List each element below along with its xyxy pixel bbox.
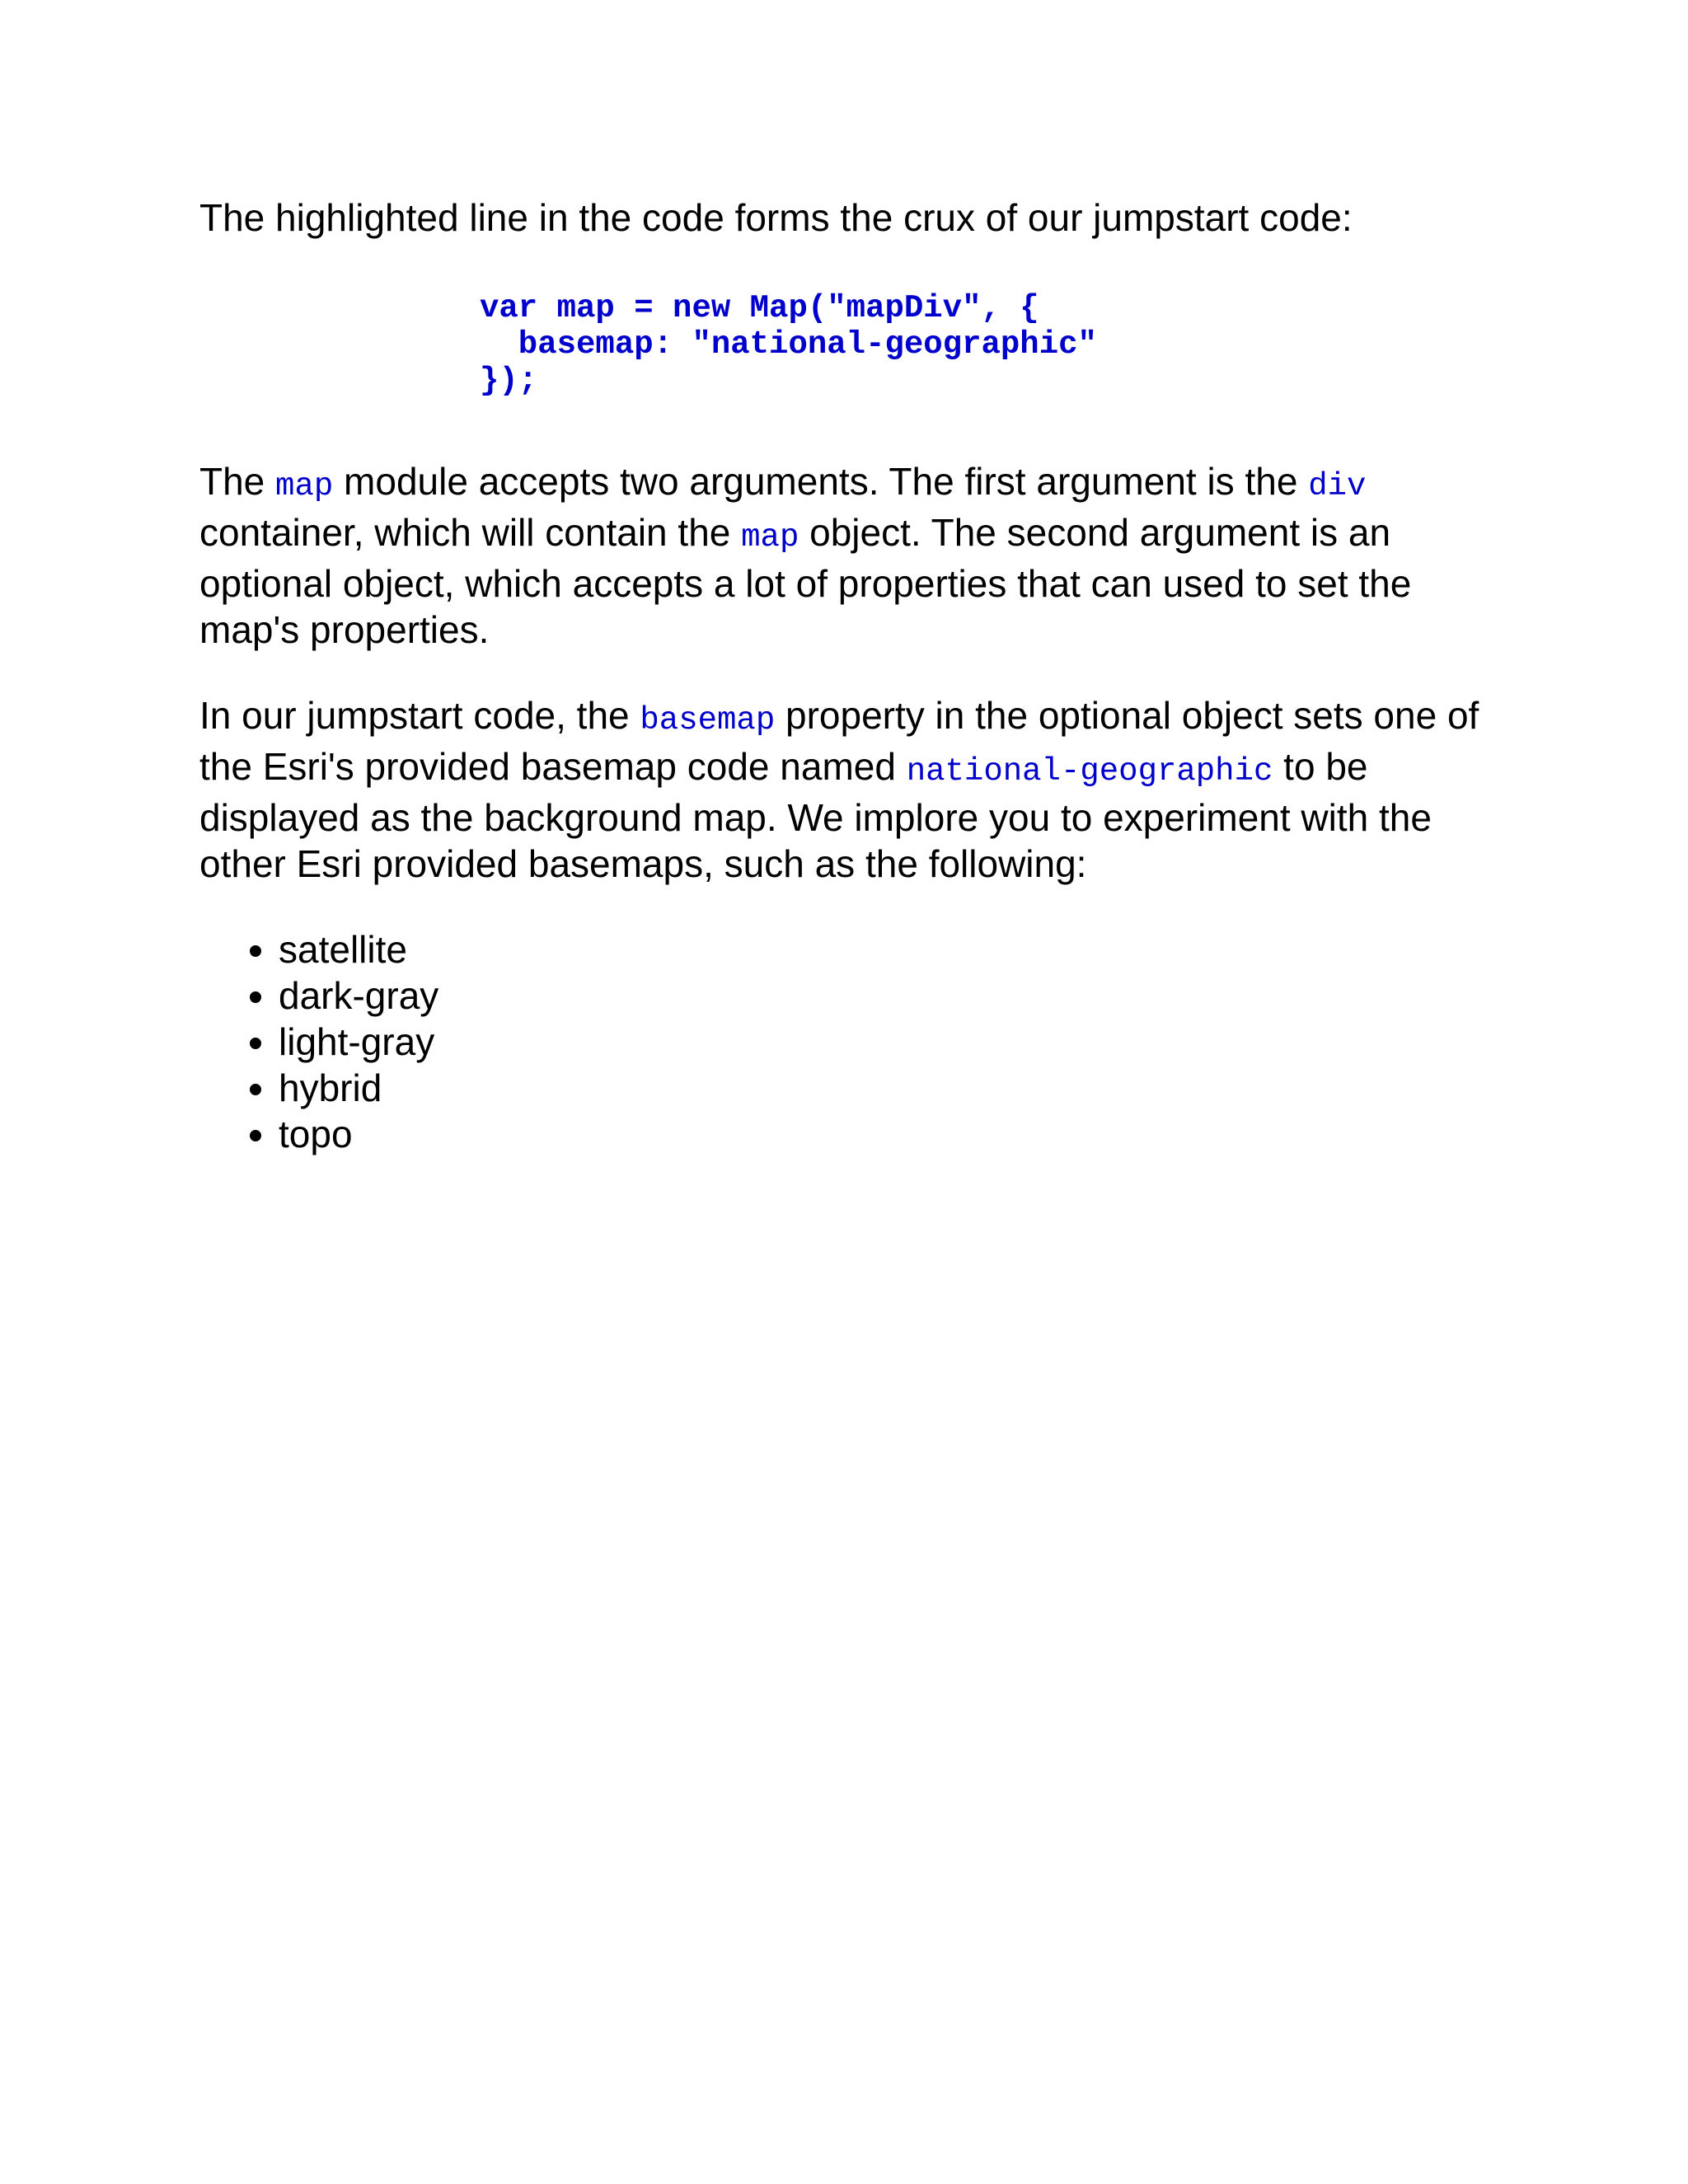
basemap-list [199, 926, 1518, 1157]
text-run: The [199, 460, 276, 503]
code-line: var map = new Map("mapDiv", { [480, 290, 1039, 326]
text-run: module accepts two arguments. The first argument is the [333, 460, 1309, 503]
text-run: property in the optional object sets one of the Esri's provided basemap code named [199, 694, 1479, 788]
inline-code-map: map [275, 468, 334, 504]
inline-code-basemap: basemap [640, 702, 776, 738]
map-arguments-paragraph [199, 458, 1518, 653]
text-run: In our jumpstart code, the [199, 694, 640, 737]
list-item: • topo [279, 1111, 1518, 1157]
code-block [480, 290, 1518, 399]
text-run: to be displayed as the background map. We implore you to experiment with the other Esri provided basemaps, such as the following: [199, 745, 1432, 885]
code-line: basemap: "national-geographic" [480, 326, 1097, 363]
list-item: • satellite [279, 926, 1518, 972]
text-run: container, which will contain the [199, 511, 742, 554]
list-item: • dark-gray [279, 972, 1518, 1019]
inline-code-div: div [1308, 468, 1367, 504]
code-line: }); [480, 363, 538, 399]
document-page [199, 194, 1518, 1157]
basemap-paragraph [199, 692, 1518, 887]
inline-code-national-geographic: national-geographic [906, 753, 1273, 790]
intro-paragraph: The highlighted line in the code forms the crux of our jumpstart code: [199, 196, 1353, 239]
list-item: • light-gray [279, 1019, 1518, 1065]
list-item: • hybrid [279, 1065, 1518, 1111]
inline-code-map: map [741, 519, 799, 555]
text-run: object. The second argument is an optional object, which accepts a lot of properties that can used to set the map's properties. [199, 511, 1412, 651]
